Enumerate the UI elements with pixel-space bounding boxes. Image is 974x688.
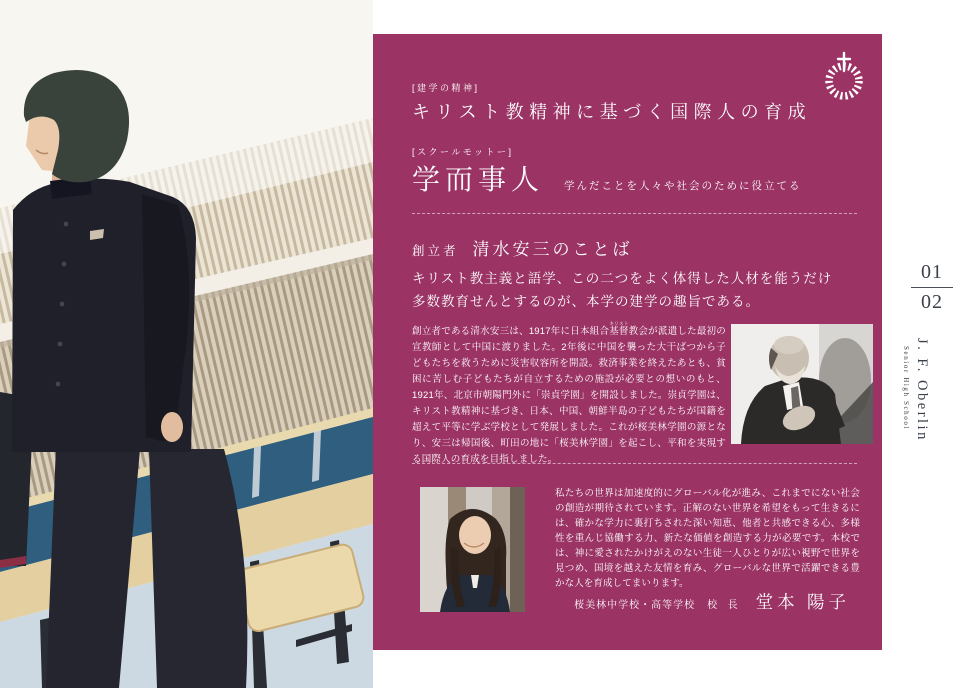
- page-current: 01: [921, 261, 943, 283]
- student-auditorium-photo: [0, 0, 373, 688]
- principal-portrait-photo: [420, 487, 525, 612]
- founder-portrait-photo: [731, 324, 873, 444]
- school-motto-meaning: 学んだことを人々や社会のために役立てる: [564, 181, 802, 192]
- signature-school-name: 桜美林中学校・高等学校: [574, 600, 696, 611]
- student-photo-illustration: [0, 0, 373, 688]
- founder-bio-text-pre: 創立者である清水安三は、1917年に日本組合: [412, 326, 610, 337]
- founding-spirit-heading: キリスト教精神に基づく国際人の育成: [412, 102, 812, 122]
- page-indicator: [909, 261, 955, 314]
- founder-quote-line1: キリスト教主義と語学、この二つをよく体得した人材を能うだけ: [412, 271, 833, 286]
- signature-principal-name: 堂本 陽子: [755, 592, 850, 612]
- page-indicator-rule: [911, 287, 953, 288]
- page-total: 02: [921, 291, 943, 313]
- school-motto-label: [スクールモットー]: [412, 147, 514, 157]
- ruby-base: 基督: [609, 326, 629, 337]
- ruby-annotation: キリスト: [609, 321, 629, 326]
- founder-role-label: 創立者: [412, 244, 459, 258]
- founder-portrait-illustration: [731, 324, 873, 444]
- founder-heading: [412, 235, 633, 260]
- founder-bio-ruby: [609, 321, 629, 337]
- oberlin-wreath-cross-logo-icon: [817, 50, 871, 104]
- founder-biography: [412, 321, 726, 468]
- founder-quote-line2: 多数教育せんとするのが、本学の建学の趣旨である。: [412, 294, 760, 309]
- founding-spirit-label: [建学の精神]: [412, 83, 480, 93]
- brand-name: J. F. Oberlin: [914, 338, 930, 442]
- founder-words-title: 清水安三のことば: [472, 240, 633, 259]
- principal-portrait-illustration: [420, 487, 525, 612]
- school-motto: 学而事人: [412, 165, 545, 196]
- founder-bio-text-post: 教会が派遣した最初の宣教師として中国に渡りました。2年後に中国を襲った大干ばつから子どもたちを救うために災害収容所を開設。救済事業を終えたあとも、貧困に苦しむ子どもたちが自立するための施設が必要との想いのもと、1921年、北京市朝陽門外に「崇貞学園」を開設しました。崇貞学園は、キリスト教精神に基づき、日本、中国、朝鮮半島の子どもたちが国籍を超えて平等に学ぶ学校として発展しました。これが桜美林学園の源となり、安三は帰国後、町田の地に「桜美林学園」を起こし、平和を実現する国際人の育成を目指しました。: [412, 326, 726, 465]
- school-brand-vertical: [902, 338, 930, 558]
- school-motto-row: [412, 158, 802, 198]
- principal-signature: [574, 589, 850, 614]
- principal-message: 私たちの世界は加速度的にグローバル化が進み、これまでにない社会の創造が期待されています。正解のない世界を希望をもって生きるには、確かな学力に裏打ちされた深い知恵、他者と共感できる心、多様性を重んじ協働する力、新たな価値を創造する力が必要です。本校では、神に愛されたかけがえのない生徒一人ひとりが広い視野で世界を見つめ、国境を越えた友情を育み、グローバルな世界で活躍できる豊かな人を育成してまいります。: [555, 488, 860, 589]
- brand-subtitle: Senior High School: [902, 346, 910, 431]
- content-panel: [373, 34, 882, 650]
- dashed-divider: [412, 213, 857, 214]
- signature-title: 校 長: [707, 600, 742, 611]
- founder-quote: [412, 267, 832, 313]
- dashed-divider: [412, 463, 857, 464]
